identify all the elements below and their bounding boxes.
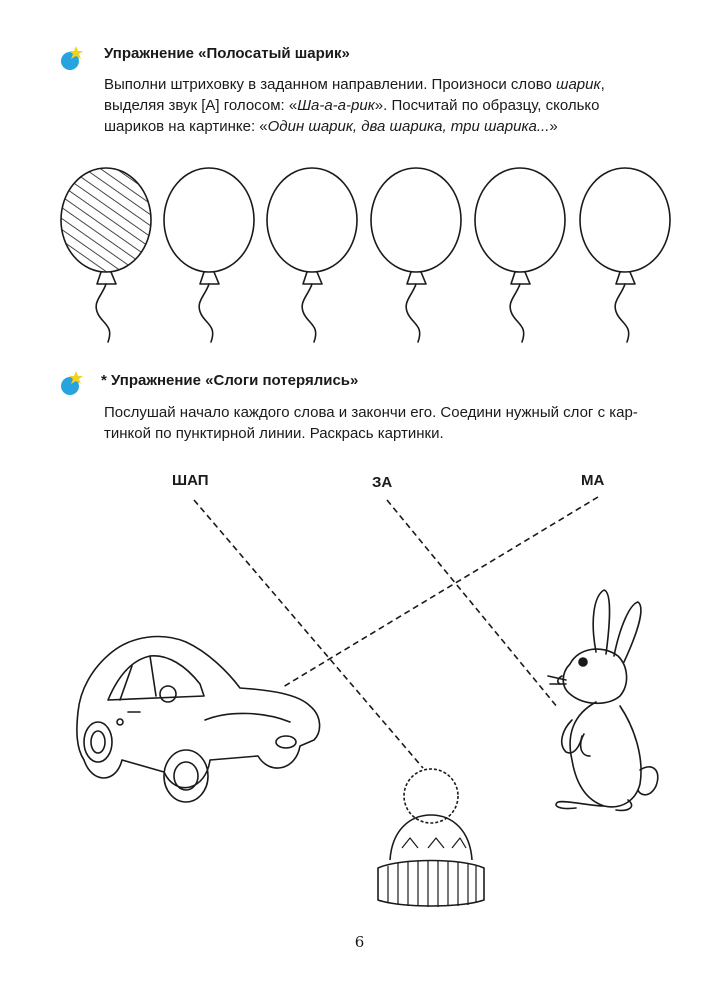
syllable-za[interactable]: ЗА	[372, 474, 393, 491]
dashed-line-shap	[194, 500, 423, 768]
page-number: 6	[354, 933, 365, 951]
dashed-line-ma	[283, 497, 598, 687]
exercise-2-title: * Упражнение «Слоги потерялись»	[101, 372, 359, 389]
car-picture	[77, 637, 320, 802]
syllable-shap[interactable]: ШАП	[172, 472, 209, 489]
dashed-line-za	[387, 500, 558, 708]
exercise-1-title: Упражнение «Полосатый шарик»	[104, 45, 350, 62]
syllable-ma[interactable]: МА	[581, 472, 605, 489]
exercise-1-instructions: Выполни штриховку в заданном направлении. Произноси слово шарик, выделяя звук [А] голосом: «Ша-а-а-рик». Посчитай по образцу, сколько шариков на картинке: «Один шарик, два шарика, три шарика...»	[104, 76, 605, 135]
rabbit-picture	[548, 590, 658, 810]
exercise-2-instructions: Послушай начало каждого слова и закончи его. Соедини нужный слог с кар- тинкой по пунктирной линии. Раскрась картинки.	[104, 404, 638, 442]
hat-picture	[378, 769, 484, 907]
